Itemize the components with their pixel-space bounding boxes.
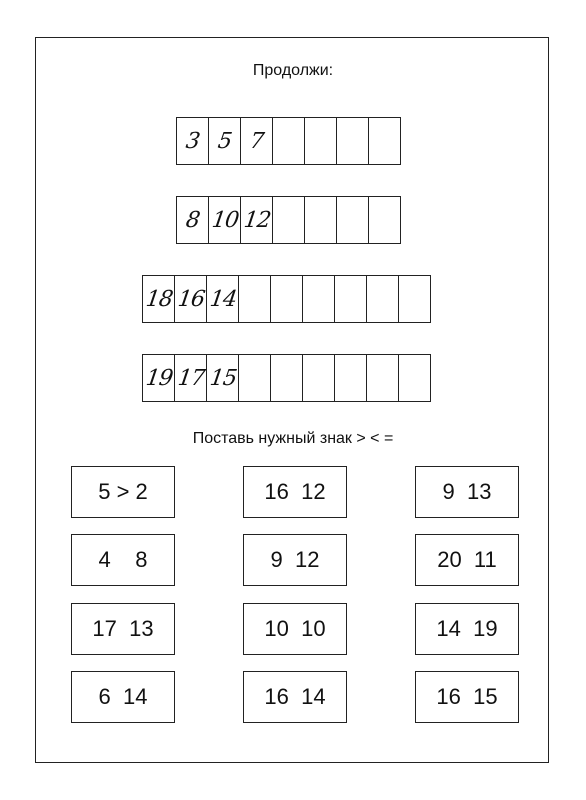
sequence-cell-filled: 19 <box>143 355 175 401</box>
sequence-cell-empty[interactable] <box>271 276 303 322</box>
sequence-cell-empty[interactable] <box>399 355 431 401</box>
sequence-cell-empty[interactable] <box>367 355 399 401</box>
sequence-row <box>176 196 401 244</box>
sequence-cell-empty[interactable] <box>369 197 401 243</box>
sequence-cell-filled: 16 <box>175 276 207 322</box>
sequence-cell-empty[interactable] <box>303 276 335 322</box>
sequence-cell-filled: 7 <box>241 118 273 164</box>
comparison-box[interactable]: 9 12 <box>243 534 347 586</box>
comparison-box[interactable]: 4 8 <box>71 534 175 586</box>
sequence-cell-filled: 12 <box>241 197 273 243</box>
comparison-box[interactable]: 10 10 <box>243 603 347 655</box>
sequence-cell-empty[interactable] <box>337 118 369 164</box>
sequence-cell-empty[interactable] <box>303 355 335 401</box>
comparison-box[interactable]: 5 > 2 <box>71 466 175 518</box>
sequence-row <box>142 354 431 402</box>
comparison-box[interactable]: 20 11 <box>415 534 519 586</box>
sequence-cell-filled: 18 <box>143 276 175 322</box>
sequence-cell-empty[interactable] <box>271 355 303 401</box>
comparison-box[interactable]: 17 13 <box>71 603 175 655</box>
continue-title: Продолжи: <box>252 62 334 79</box>
sequence-cell-empty[interactable] <box>335 276 367 322</box>
comparison-box[interactable]: 6 14 <box>71 671 175 723</box>
sequence-cell-filled: 15 <box>207 355 239 401</box>
sequence-cell-empty[interactable] <box>305 197 337 243</box>
sequence-cell-filled: 10 <box>209 197 241 243</box>
sequence-cell-empty[interactable] <box>305 118 337 164</box>
sequence-cell-empty[interactable] <box>337 197 369 243</box>
comparison-box[interactable]: 16 14 <box>243 671 347 723</box>
sequence-cell-filled: 17 <box>175 355 207 401</box>
sequence-cell-filled: 14 <box>207 276 239 322</box>
comparison-box[interactable]: 14 19 <box>415 603 519 655</box>
sequence-cell-empty[interactable] <box>239 355 271 401</box>
sequence-row <box>176 117 401 165</box>
sequence-cell-filled: 5 <box>209 118 241 164</box>
compare-title: Поставь нужный знак > < = <box>192 430 394 447</box>
sequence-cell-empty[interactable] <box>239 276 271 322</box>
sequence-cell-empty[interactable] <box>369 118 401 164</box>
sequence-cell-empty[interactable] <box>273 118 305 164</box>
sequence-cell-empty[interactable] <box>399 276 431 322</box>
sequence-cell-empty[interactable] <box>335 355 367 401</box>
comparison-box[interactable]: 16 12 <box>243 466 347 518</box>
sequence-cell-empty[interactable] <box>273 197 305 243</box>
comparison-box[interactable]: 9 13 <box>415 466 519 518</box>
sequence-cell-filled: 3 <box>177 118 209 164</box>
sequence-row <box>142 275 431 323</box>
sequence-cell-empty[interactable] <box>367 276 399 322</box>
sequence-cell-filled: 8 <box>177 197 209 243</box>
comparison-box[interactable]: 16 15 <box>415 671 519 723</box>
